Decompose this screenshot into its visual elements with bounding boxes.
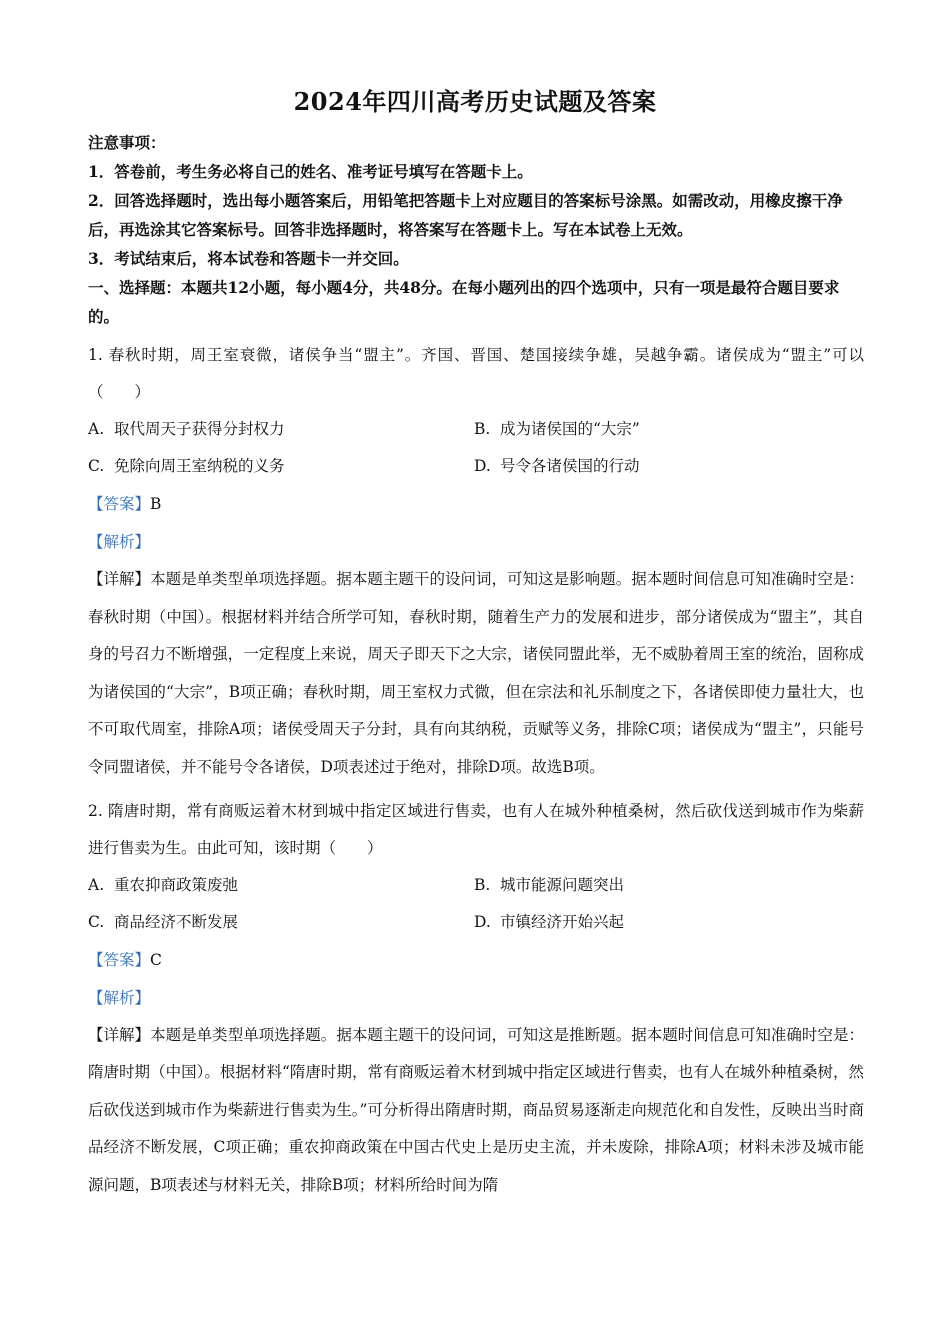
detail-paragraph [88, 561, 864, 787]
notice-heading: 注意事项： [88, 133, 166, 152]
answer-tag: 【答案】 [88, 495, 151, 513]
document-body [88, 128, 864, 1205]
option-d: D. 号令各诸侯国的行动 [474, 457, 640, 475]
notice-section [88, 128, 864, 331]
analysis-tag: 【解析】 [88, 988, 151, 1007]
answer-value: B [150, 495, 162, 513]
notice-item: 1．答卷前，考生务必将自己的姓名、准考证号填写在答题卡上。 [88, 162, 533, 181]
analysis-line [88, 979, 864, 1017]
detail-tag: 【详解】 [88, 570, 151, 588]
answer-tag: 【答案】 [88, 950, 151, 969]
detail-text: 本题是单类型单项选择题。据本题主题干的设问词，可知这是推断题。据本题时间信息可知准确时空是：隋唐时期（中国）。根据材料“隋唐时期，常有商贩运着木材到城中指定区域进行售卖，也有人在城外种植桑树，然后砍伐送到城市作为柴薪进行售卖为生。”可分析得出隋唐时期，商品贸易逐渐走向规范化和自发性，反映出当时商品经济不断发展，C项正确；重农抑商政策在中国古代史上是历史主流，并未废除，排除A项；材料未涉及城市能源问题，B项表述与材料无关，排除B项；材料所给时间为隋 [88, 1025, 864, 1194]
analysis-tag: 【解析】 [88, 533, 151, 551]
option-c: C. 商品经济不断发展 [88, 912, 239, 931]
option-a: A. 重农抑商政策废弛 [88, 875, 239, 894]
question-stem: 2. 隋唐时期，常有商贩运着木材到城中指定区域进行售卖，也有人在城外种植桑树，然后砍伐送到城市作为柴薪进行售卖为生。由此可知，该时期（ ） [88, 801, 864, 857]
question-1 [88, 337, 864, 787]
detail-text: 本题是单类型单项选择题。据本题主题干的设问词，可知这是影响题。据本题时间信息可知准确时空是：春秋时期（中国）。根据材料并结合所学可知，春秋时期，随着生产力的发展和进步，部分诸侯成为“盟主”，其自身的号召力不断增强，一定程度上来说，周天子即天下之大宗，诸侯同盟此举，无不威胁着周王室的统治，固称成为诸侯国的“大宗”，B项正确；春秋时期，周王室权力式微，但在宗法和礼乐制度之下，各诸侯即使力量壮大，也不可取代周室，排除A项；诸侯受周天子分封，具有向其纳税，贡赋等义务，排除C项；诸侯成为“盟主”，只能号令同盟诸侯，并不能号令各诸侯，D项表述过于绝对，排除D项。故选B项。 [88, 570, 864, 776]
notice-item: 3．考试结束后，将本试卷和答题卡一并交回。 [88, 249, 409, 268]
analysis-line [88, 523, 864, 561]
options [88, 867, 864, 941]
option-d: D. 市镇经济开始兴起 [474, 912, 625, 931]
option-b: B. 城市能源问题突出 [474, 875, 625, 894]
page-title: 2024年四川高考历史试题及答案 [293, 87, 657, 116]
section-heading: 一、选择题：本题共12小题，每小题4分，共48分。在每小题列出的四个选项中，只有一项是最符合题目要求的。 [88, 278, 840, 326]
answer-line [88, 941, 864, 979]
question-stem: 1. 春秋时期，周王室衰微，诸侯争当“盟主”。齐国、晋国、楚国接续争雄，吴越争霸。诸侯成为“盟主”可以（ ） [88, 346, 864, 401]
options [88, 411, 864, 485]
notice-item: 2．回答选择题时，选出每小题答案后，用铅笔把答题卡上对应题目的答案标号涂黑。如需改动，用橡皮擦干净后，再选涂其它答案标号。回答非选择题时，将答案写在答题卡上。写在本试卷上无效。 [88, 191, 843, 239]
option-b: B. 成为诸侯国的“大宗” [474, 420, 640, 438]
answer-value: C [150, 950, 162, 969]
answer-line [88, 485, 864, 523]
option-c: C. 免除向周王室纳税的义务 [88, 457, 285, 475]
option-a: A. 取代周天子获得分封权力 [88, 420, 285, 438]
detail-tag: 【详解】 [88, 1025, 151, 1044]
detail-paragraph [88, 1017, 864, 1205]
question-2 [88, 793, 864, 1205]
